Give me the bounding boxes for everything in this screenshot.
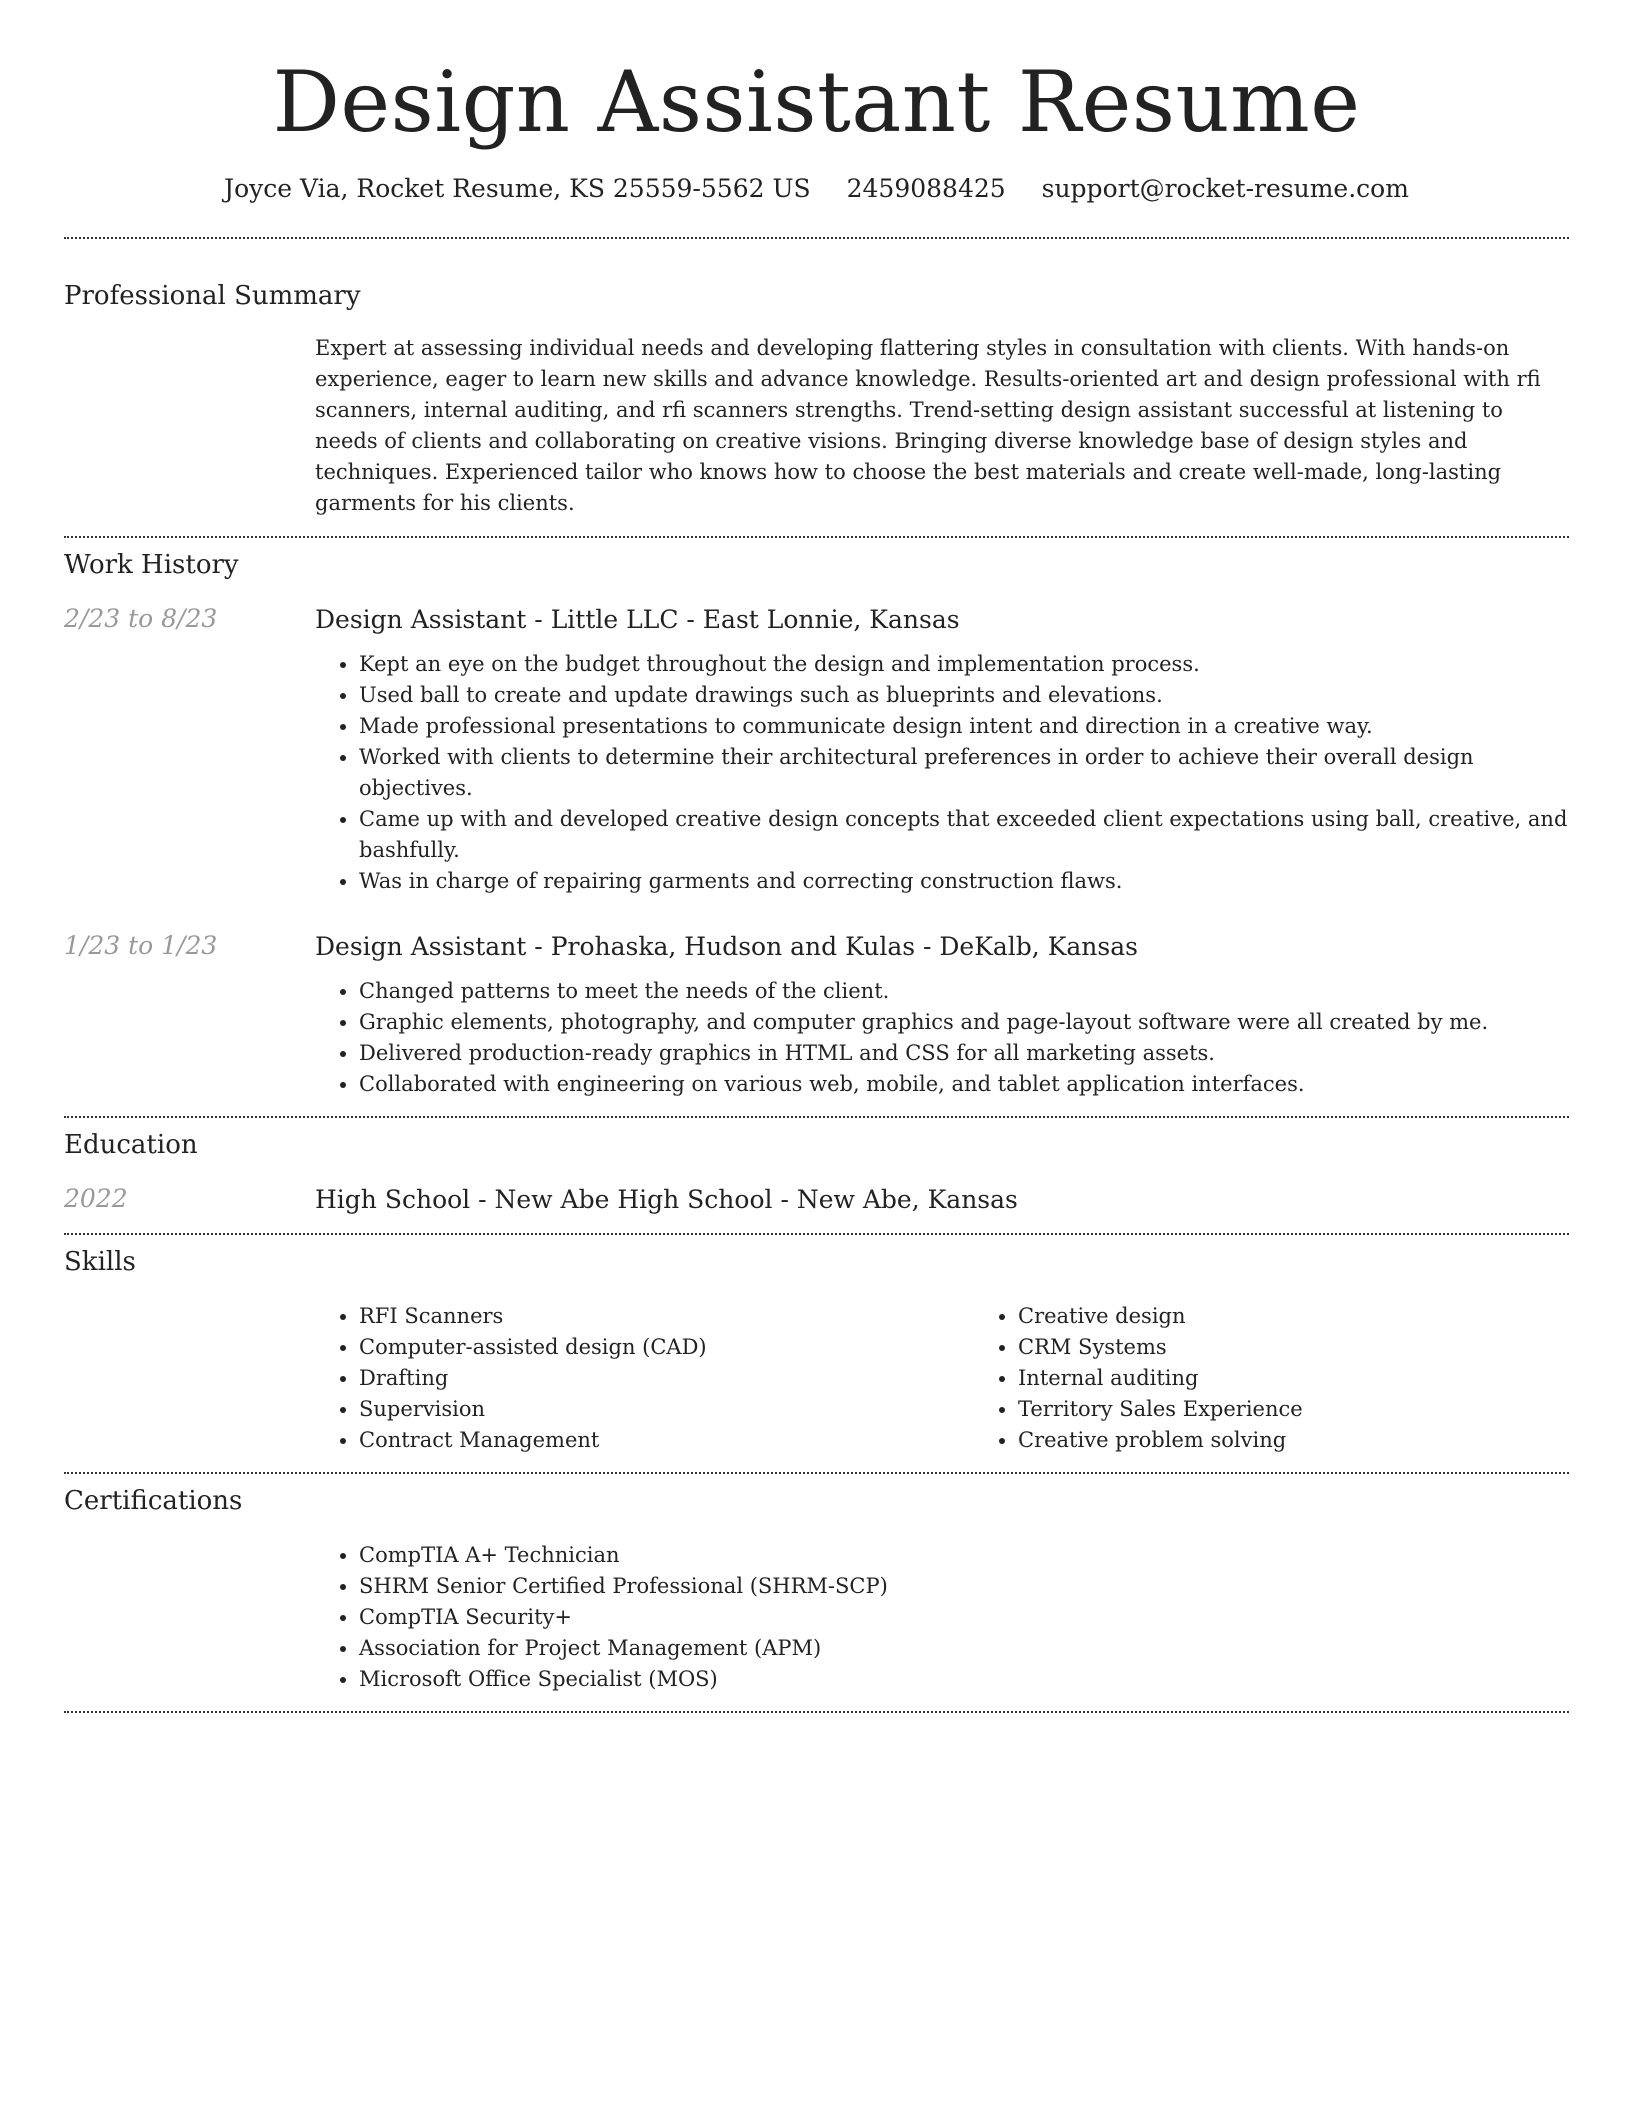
skills-list-right <box>974 1301 1569 1456</box>
list-item: • Came up with and developed creative design concepts that exceeded client expectations using ball, creative, and bashfully. <box>359 804 1569 866</box>
list-item: • Made professional presentations to communicate design intent and direction in a creative way. <box>359 711 1569 742</box>
job-title: Design Assistant - Prohaska, Hudson and Kulas - DeKalb, Kansas <box>315 932 1138 962</box>
job-details <box>315 604 1569 897</box>
skill-item: • Creative design <box>1018 1301 1569 1332</box>
skills-row <box>64 1301 1569 1456</box>
section-title-certifications: Certifications <box>64 1486 243 1517</box>
job-entry <box>64 931 1569 1100</box>
education-year: 2022 <box>64 1184 128 1214</box>
skill-item: • RFI Scanners <box>359 1301 974 1332</box>
skill-item: • Supervision <box>359 1394 974 1425</box>
job-dates: 2/23 to 8/23 <box>64 604 218 634</box>
list-item: • Delivered production-ready graphics in HTML and CSS for all marketing assets. <box>359 1038 1569 1069</box>
certification-item: • CompTIA Security+ <box>359 1602 1569 1633</box>
section-title-education: Education <box>64 1130 198 1161</box>
section-title-skills: Skills <box>64 1247 136 1278</box>
contact-line <box>64 174 1569 203</box>
job-bullets <box>315 976 1569 1100</box>
section-title-summary: Professional Summary <box>64 281 361 312</box>
certifications-row <box>64 1540 1569 1695</box>
divider <box>64 536 1569 538</box>
job-title: Design Assistant - Little LLC - East Lonnie, Kansas <box>315 605 960 635</box>
divider <box>64 1233 1569 1235</box>
resume-page <box>64 0 1569 1713</box>
skill-item: • CRM Systems <box>1018 1332 1569 1363</box>
certifications-details <box>315 1540 1569 1695</box>
divider <box>64 1116 1569 1118</box>
job-details <box>315 931 1569 1100</box>
summary-row <box>64 333 1569 519</box>
list-item: • Worked with clients to determine their architectural preferences in order to achieve their overall design objectives. <box>359 742 1569 804</box>
skills-list-left <box>315 1301 974 1456</box>
skill-item: • Computer-assisted design (CAD) <box>359 1332 974 1363</box>
divider <box>64 1472 1569 1474</box>
certification-item: • CompTIA A+ Technician <box>359 1540 1569 1571</box>
contact-phone: 2459088425 <box>846 174 1006 204</box>
certification-item: • Microsoft Office Specialist (MOS) <box>359 1664 1569 1695</box>
skill-item: • Territory Sales Experience <box>1018 1394 1569 1425</box>
list-item: • Collaborated with engineering on various web, mobile, and tablet application interfaces. <box>359 1069 1569 1100</box>
list-item: • Was in charge of repairing garments and correcting construction flaws. <box>359 866 1569 897</box>
contact-address: Joyce Via, Rocket Resume, KS 25559-5562 US <box>224 174 811 204</box>
certification-item: • Association for Project Management (APM) <box>359 1633 1569 1664</box>
skill-item: • Drafting <box>359 1363 974 1394</box>
certification-item: • SHRM Senior Certified Professional (SHRM-SCP) <box>359 1571 1569 1602</box>
job-dates: 1/23 to 1/23 <box>64 931 218 961</box>
skill-item: • Internal auditing <box>1018 1363 1569 1394</box>
section-title-work-history: Work History <box>64 550 239 581</box>
job-entry <box>64 604 1569 897</box>
job-bullets <box>315 649 1569 897</box>
skill-item: • Contract Management <box>359 1425 974 1456</box>
resume-title: Design Assistant Resume <box>272 53 1361 151</box>
skills-columns <box>315 1301 1569 1456</box>
skill-item: • Creative problem solving <box>1018 1425 1569 1456</box>
education-entry <box>64 1184 1569 1215</box>
list-item: • Kept an eye on the budget throughout the design and implementation process. <box>359 649 1569 680</box>
education-title: High School - New Abe High School - New Abe, Kansas <box>315 1185 1018 1215</box>
list-item: • Used ball to create and update drawings such as blueprints and elevations. <box>359 680 1569 711</box>
summary-text: Expert at assessing individual needs and developing flattering styles in consultation with clients. With hands-on experience, eager to learn new skills and advance knowledge. Results-oriented art and design professional with rfi scanners, internal auditing, and rfi scanners strengths. Trend-setting design assistant successful at listening to needs of clients and collaborating on creative visions. Bringing diverse knowledge base of design styles and techniques. Experienced tailor who knows how to choose the best materials and create well-made, long-lasting garments for his clients. <box>315 336 1541 516</box>
list-item: • Changed patterns to meet the needs of the client. <box>359 976 1569 1007</box>
list-item: • Graphic elements, photography, and computer graphics and page-layout software were all created by me. <box>359 1007 1569 1038</box>
divider <box>64 1711 1569 1713</box>
education-details <box>315 1184 1569 1215</box>
divider <box>64 237 1569 239</box>
certifications-list <box>315 1540 1569 1695</box>
contact-email: support@rocket-resume.com <box>1041 174 1409 204</box>
